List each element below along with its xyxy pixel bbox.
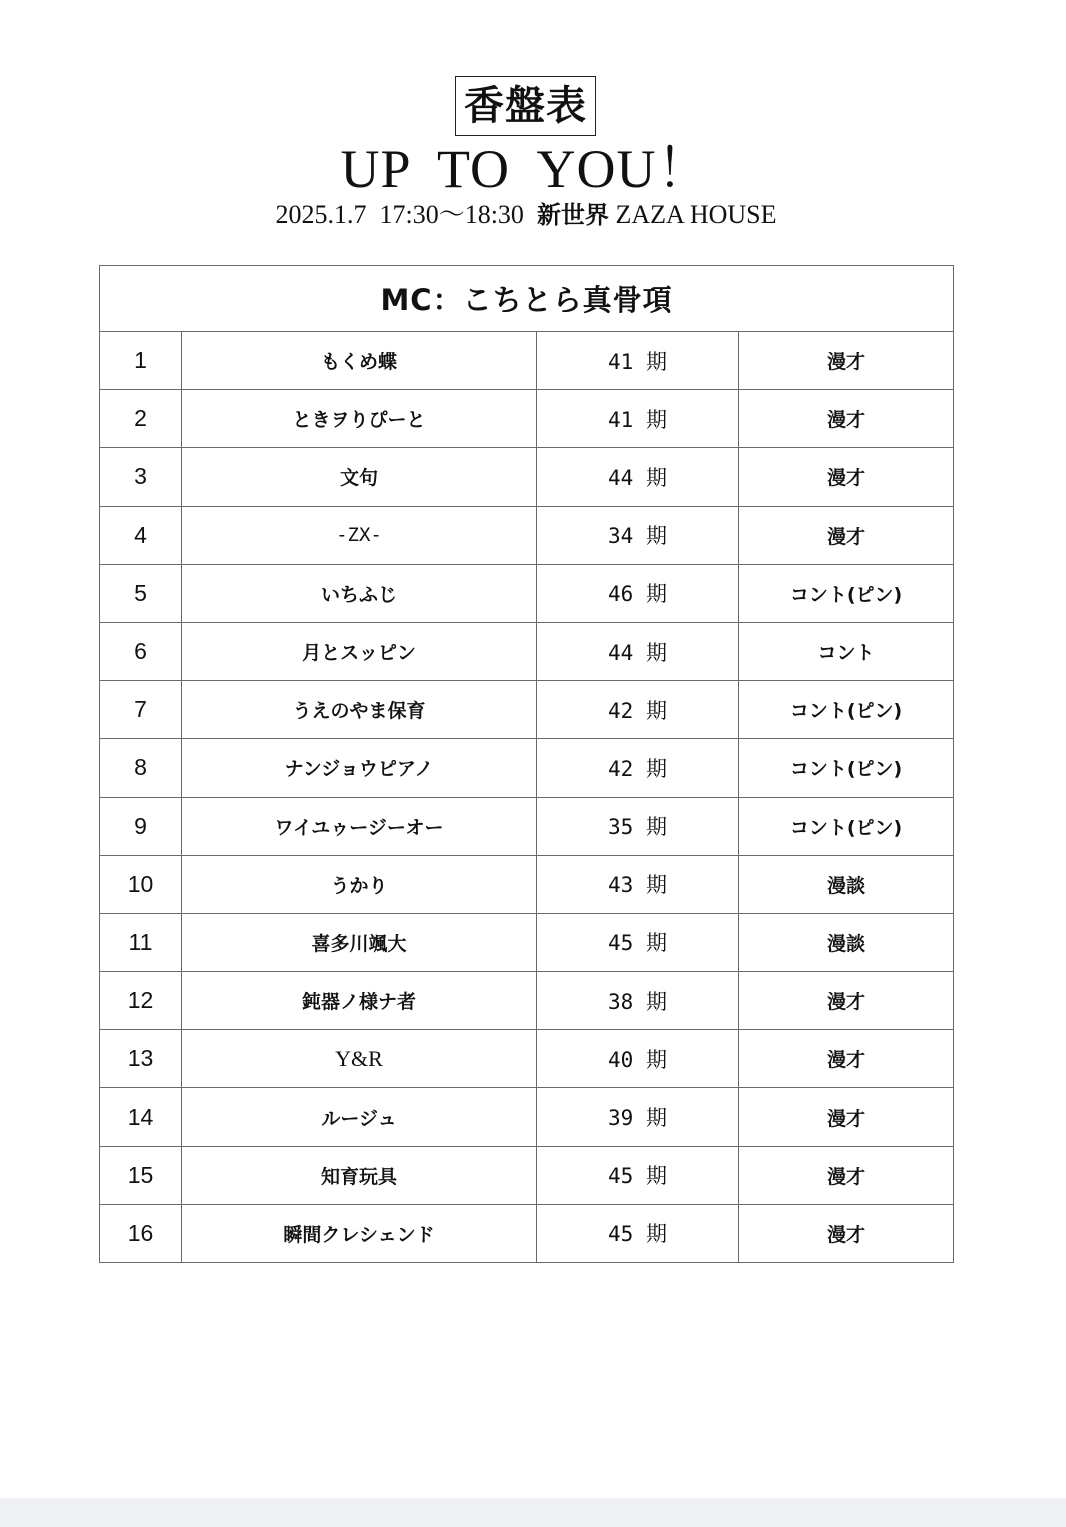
- performer-term: 45 期: [537, 1204, 739, 1262]
- performance-genre: 漫談: [739, 913, 954, 971]
- performance-genre: コント(ピン): [739, 739, 954, 797]
- row-number: 9: [100, 797, 182, 855]
- lineup-row: [100, 913, 954, 971]
- performer-term: 43 期: [537, 855, 739, 913]
- lineup-row: [100, 1088, 954, 1146]
- venue-name: ZAZA HOUSE: [608, 200, 777, 229]
- performer-name: いちふじ: [182, 564, 537, 622]
- performer-term: 44 期: [537, 448, 739, 506]
- row-number: 10: [100, 855, 182, 913]
- stamp-title: 香盤表: [455, 76, 596, 136]
- event-subtitle: [0, 199, 1052, 231]
- performer-term: 45 期: [537, 913, 739, 971]
- row-number: 8: [100, 739, 182, 797]
- lineup-row: [100, 681, 954, 739]
- performer-name: ワイユゥージーオー: [182, 797, 537, 855]
- performance-genre: コント: [739, 622, 954, 680]
- performer-name: ルージュ: [182, 1088, 537, 1146]
- performer-term: 42 期: [537, 681, 739, 739]
- row-number: 14: [100, 1088, 182, 1146]
- performer-term: 45 期: [537, 1146, 739, 1204]
- event-datetime: 2025.1.7 17:30〜18:30: [275, 200, 537, 229]
- performer-name: Y&R: [182, 1030, 537, 1088]
- row-number: 16: [100, 1204, 182, 1262]
- row-number: 3: [100, 448, 182, 506]
- performer-name: 文句: [182, 448, 537, 506]
- performer-term: 34 期: [537, 506, 739, 564]
- lineup-row: [100, 332, 954, 390]
- performer-term: 38 期: [537, 972, 739, 1030]
- performer-term: 41 期: [537, 390, 739, 448]
- performer-name: ときヲりぴーと: [182, 390, 537, 448]
- lineup-table: [99, 265, 954, 1263]
- row-number: 13: [100, 1030, 182, 1088]
- performer-name: うかり: [182, 855, 537, 913]
- lineup-row: [100, 622, 954, 680]
- lineup-row: [100, 448, 954, 506]
- performance-genre: コント(ピン): [739, 681, 954, 739]
- row-number: 6: [100, 622, 182, 680]
- mc-row: [100, 266, 954, 332]
- row-number: 4: [100, 506, 182, 564]
- lineup-row: [100, 797, 954, 855]
- lineup-row: [100, 1204, 954, 1262]
- row-number: 2: [100, 390, 182, 448]
- lineup-row: [100, 564, 954, 622]
- performer-term: 46 期: [537, 564, 739, 622]
- performer-name: ナンジョウピアノ: [182, 739, 537, 797]
- performance-genre: 漫才: [739, 972, 954, 1030]
- lineup-row: [100, 506, 954, 564]
- performer-name: もくめ蝶: [182, 332, 537, 390]
- lineup-row: [100, 1146, 954, 1204]
- performance-genre: コント(ピン): [739, 797, 954, 855]
- row-number: 12: [100, 972, 182, 1030]
- performance-genre: 漫才: [739, 1030, 954, 1088]
- performer-term: 39 期: [537, 1088, 739, 1146]
- lineup-row: [100, 1030, 954, 1088]
- performer-name: うえのやま保育: [182, 681, 537, 739]
- performer-name: 瞬間クレシェンド: [182, 1204, 537, 1262]
- performance-genre: 漫才: [739, 1204, 954, 1262]
- performance-genre: 漫才: [739, 390, 954, 448]
- lineup-row: [100, 972, 954, 1030]
- lineup-row: [100, 855, 954, 913]
- mc-header: MC：こちとら真骨項: [100, 266, 954, 332]
- viewer-bottom-band: [0, 1498, 1066, 1527]
- lineup-row: [100, 390, 954, 448]
- event-title: UP TO YOU！: [340, 139, 712, 199]
- performer-term: 35 期: [537, 797, 739, 855]
- performer-term: 44 期: [537, 622, 739, 680]
- performer-name: -ZX-: [182, 506, 537, 564]
- row-number: 15: [100, 1146, 182, 1204]
- row-number: 11: [100, 913, 182, 971]
- row-number: 7: [100, 681, 182, 739]
- performance-genre: 漫才: [739, 1088, 954, 1146]
- performance-genre: 漫才: [739, 448, 954, 506]
- performer-term: 42 期: [537, 739, 739, 797]
- performer-name: 知育玩具: [182, 1146, 537, 1204]
- performance-genre: 漫才: [739, 1146, 954, 1204]
- venue-area: 新世界: [536, 201, 609, 229]
- lineup-row: [100, 739, 954, 797]
- performance-genre: コント(ピン): [739, 564, 954, 622]
- performer-name: 鈍器ノ様ナ者: [182, 972, 537, 1030]
- row-number: 5: [100, 564, 182, 622]
- performance-genre: 漫才: [739, 332, 954, 390]
- performance-genre: 漫談: [739, 855, 954, 913]
- performer-name: 月とスッピン: [182, 622, 537, 680]
- performer-term: 40 期: [537, 1030, 739, 1088]
- performer-term: 41 期: [537, 332, 739, 390]
- performance-genre: 漫才: [739, 506, 954, 564]
- performer-name: 喜多川颯大: [182, 913, 537, 971]
- row-number: 1: [100, 332, 182, 390]
